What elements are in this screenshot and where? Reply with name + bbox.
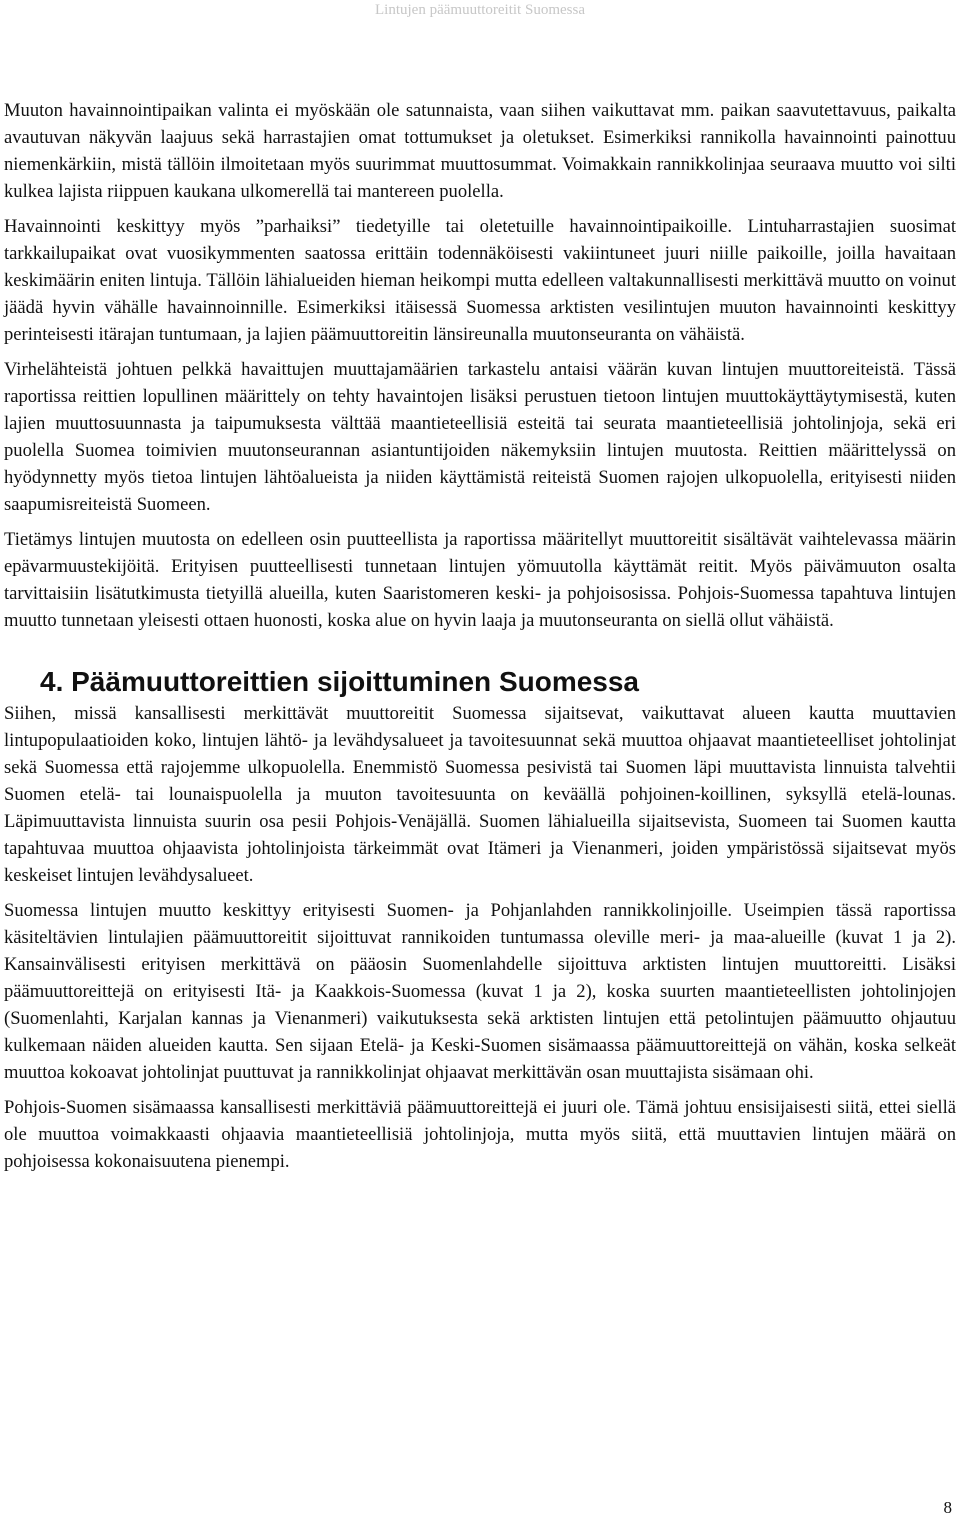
page-number: 8	[943, 1498, 952, 1517]
paragraph-observation-focus: Havainnointi keskittyy myös ”parhaiksi” tiedetyille tai oletetuille havainnointipaikoille. Lintuharrastajien suosimat tarkkailupaikat ovat vuosikymmenten saatossa erittäin todennäköisesti vakiintuneet juuri niille paikoille, joilla havaitaan keskimäärin eniten lintuja. Tällöin lähialueiden hieman heikompi mutta edelleen valtakunnallisesti merkittävä muutto on voinut jäädä hyvin vähälle havainnoinnille. Esimerkiksi itäisessä Suomessa arktisten vesilintujen muuton havainnointi keskittyy perinteisesti itärajan tuntumaan, ja lajien päämuuttoreitin länsireunalla muutonseuranta on vähäistä.	[4, 216, 956, 345]
page-body	[4, 97, 956, 1175]
paragraph-northern-inland: Pohjois-Suomen sisämaassa kansallisesti merkittäviä päämuuttoreittejä ei juuri ole. Tämä johtuu ensisijaisesti siitä, ettei siellä ole muuttoa voimakkaasti ohjaavia maantieteellisiä johtolinjoja, mutta myös siitä, että muuttavien lintujen määrä on pohjoisessa kokonaisuutena pienempi.	[4, 1097, 956, 1172]
paragraph-observation-site-choice: Muuton havainnointipaikan valinta ei myöskään ole satunnaista, vaan siihen vaikuttavat mm. paikan saavutettavuus, paikalta avautuvan näkyvän laajuus sekä harrastajien omat tottumukset ja oletukset. Esimerkiksi rannikolla havainnointi painottuu niemenkärkiin, mistä tällöin ilmoitetaan myös suurimmat muuttosummat. Voimakkain rannikkolinjaa seuraava muutto voi silti kulkea lajista riippuen kaukana ulkomerellä tai mantereen puolella.	[4, 100, 956, 202]
section-heading: 4. Päämuuttoreittien sijoittuminen Suomessa	[40, 666, 640, 697]
paragraph-route-factors: Siihen, missä kansallisesti merkittävät muuttoreitit Suomessa sijaitsevat, vaikuttavat alueen kautta muuttavien lintupopulaatioiden koko, lintujen lähtö- ja levähdysalueet ja tavoitesuunnat sekä muuttoa ohjaavat maantieteelliset johtolinjat sekä Suomessa että rajojemme ulkopuolella. Enemmistö Suomessa pesivistä tai Suomen läpi muuttavista linnuista talvehtii Suomen etelä- tai lounaispuolella ja muuton tavoitesuunta on keväällä pohjoinen-koillinen, syksyllä etelä-lounas. Läpimuuttavista linnuista suurin osa pesii Pohjois-Venäjällä. Suomen lähialueilla sijaitsevista, Suomeen tai Suomen kautta tapahtuvaa muuttoa ohjaavista johtolinjoista tärkeimmät ovat Itämeri ja Vienanmeri, joiden ympäristössä sijaitsevat myös keskeiset lintujen levähdysalueet.	[4, 703, 956, 886]
paragraph-coastal-routes: Suomessa lintujen muutto keskittyy erityisesti Suomen- ja Pohjanlahden rannikkolinjoille. Useimpien tässä raportissa käsiteltävien lintulajien päämuuttoreitit sijoittuvat rannikoiden tuntumassa oleville meri- ja maa-alueille (kuvat 1 ja 2). Kansainvälisesti erityisen merkittävä on pääosin Suomenlahdelle sijoittuva arktisten lintujen muuttoreitti. Lisäksi päämuuttoreittejä on erityisesti Itä- ja Kaakkois-Suomessa (kuvat 1 ja 2), koska suurten maantieteellisten johtolinjojen (Suomenlahti, Karjalan kannas ja Vienanmeri) vaikutuksesta sekä arktisten lintujen että petolintujen päämuutto ohjautuu kulkemaan näiden alueiden kautta. Sen sijaan Etelä- ja Keski-Suomen sisämaassa päämuuttoreittejä on vähän, koska selkeät muuttoa kokoavat johtolinjat puuttuvat ja rannikkolinjat ohjaavat merkittävän osan muuttajista sisämaan ohi.	[4, 900, 956, 1083]
paragraph-error-sources: Virhelähteistä johtuen pelkkä havaittujen muuttajamäärien tarkastelu antaisi väärän kuvan lintujen muuttoreiteistä. Tässä raportissa reittien lopullinen määrittely on tehty havaintojen lisäksi perustuen tietoon lintujen muuttokäyttäytymisestä, kuten lajien muuttosuunnasta ja taipumuksesta välttää maantieteellisiä esteitä tai seurata maantieteellisiä johtolinjoja, sekä eri puolella Suomea toimivien muutonseurannan asiantuntijoiden näkemyksiin lintujen muutosta. Reittien määrittelyssä on hyödynnetty myös tietoa lintujen lähtöalueista ja niiden käyttämistä reiteistä Suomen rajojen ulkopuolella, erityisesti niiden saapumisreiteistä Suomeen.	[4, 359, 956, 515]
running-header: Lintujen päämuuttoreitit Suomessa	[375, 2, 585, 18]
paragraph-knowledge-gaps: Tietämys lintujen muutosta on edelleen osin puutteellista ja raportissa määritellyt muuttoreitit sisältävät vaihtelevassa määrin epävarmuustekijöitä. Erityisen puutteellisesti tunnetaan lintujen yömuutolla käyttämät reitit. Myös päivämuuton osalta tarvittaisiin lisätutkimusta tietyillä alueilla, kuten Saaristomeren keski- ja pohjoisosissa. Pohjois-Suomessa tapahtuva lintujen muutto tunnetaan yleisesti ottaen huonosti, koska alue on hyvin laaja ja muutonseuranta on siellä ollut vähäistä.	[4, 529, 956, 631]
